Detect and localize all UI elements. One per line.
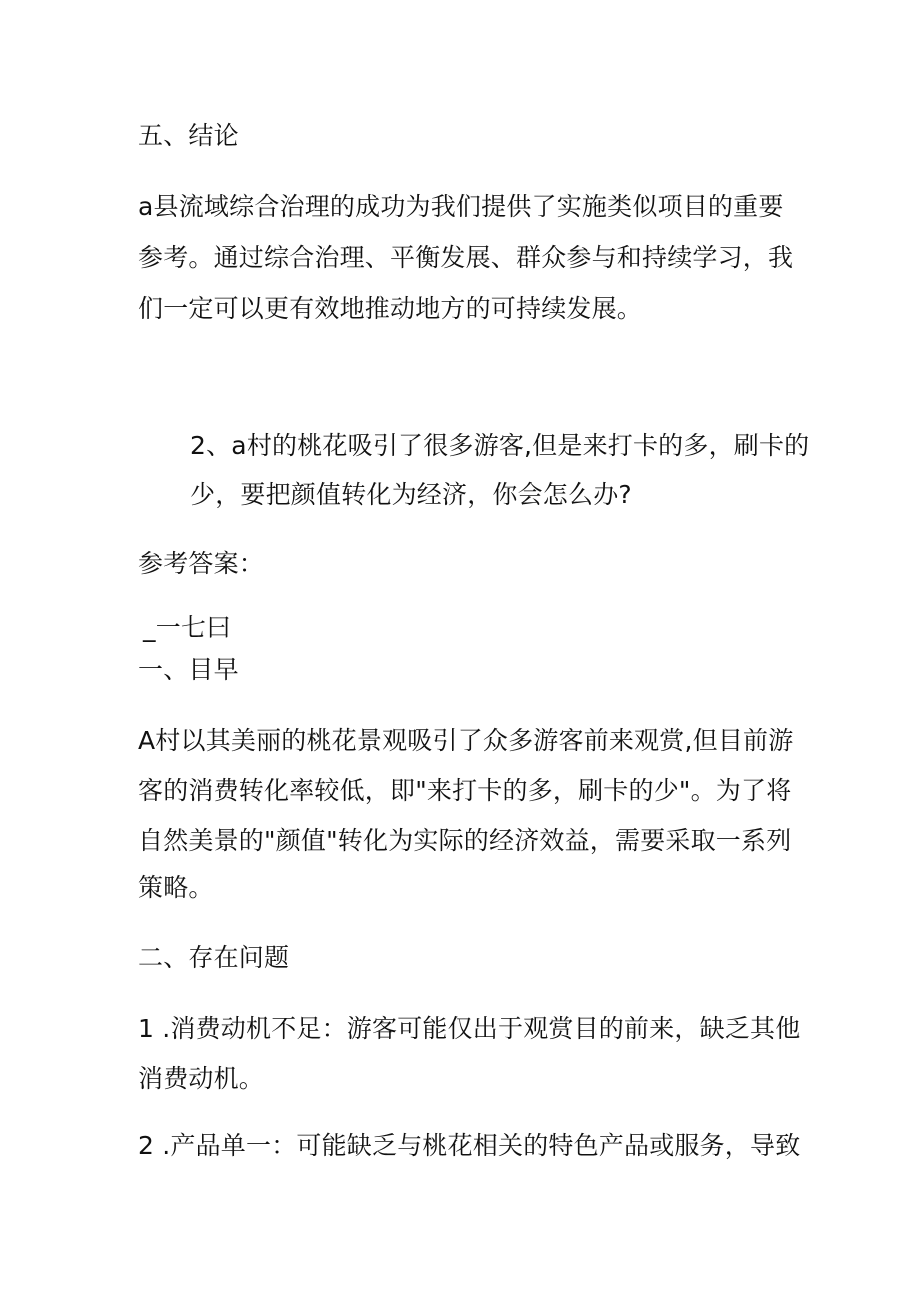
paragraph-line: 自然美景的"颜值"转化为实际的经济效益，需要采取一系列 xyxy=(138,826,792,855)
paragraph-line: 们一定可以更有效地推动地方的可持续发展。 xyxy=(138,294,643,323)
paragraph-line: a县流域综合治理的成功为我们提供了实施类似项目的重要 xyxy=(138,192,784,221)
paragraph-line: 策略。 xyxy=(138,873,214,902)
list-item-line: 1 .消费动机不足：游客可能仅出于观赏目的前来，缺乏其他 xyxy=(138,1014,801,1043)
section-heading-problems: 二、存在问题 xyxy=(138,943,290,972)
list-item-line: 2 .产品单一：可能缺乏与桃花相关的特色产品或服务，导致 xyxy=(138,1131,801,1160)
section-heading-conclusion: 五、结论 xyxy=(138,121,239,150)
question-line: 2、a村的桃花吸引了很多游客,但是来打卡的多，刷卡的 xyxy=(190,431,810,460)
question-line: 少，要把颜值转化为经济，你会怎么办? xyxy=(190,480,632,509)
paragraph-line: 参考。通过综合治理、平衡发展、群众参与和持续学习，我 xyxy=(138,243,794,272)
paragraph-line: A村以其美丽的桃花景观吸引了众多游客前来观赏,但目前游 xyxy=(138,726,794,755)
answer-label: 参考答案： xyxy=(138,549,265,578)
garbled-heading: _一七曰 xyxy=(143,613,232,642)
list-item-line: 消费动机。 xyxy=(138,1064,265,1093)
section-heading-one: 一、目早 xyxy=(138,655,239,684)
paragraph-line: 客的消费转化率较低，即"来打卡的多，刷卡的少"。为了将 xyxy=(138,776,792,805)
